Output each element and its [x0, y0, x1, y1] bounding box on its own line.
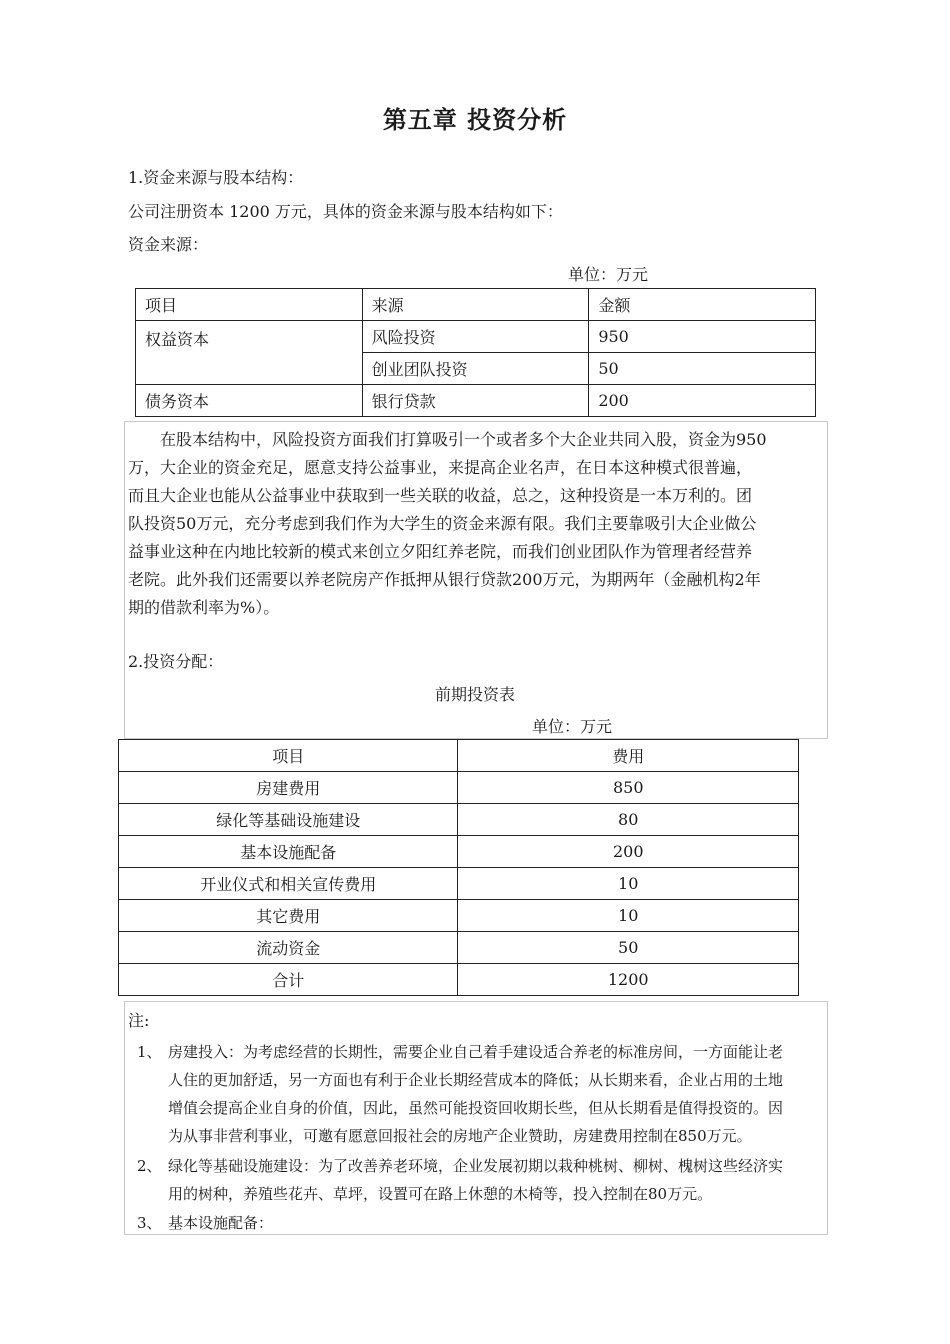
- table-cell-cost: 850: [458, 772, 799, 804]
- header-amount: 金额: [589, 289, 816, 321]
- paragraph-line: 期的借款利率为%）。: [128, 598, 280, 617]
- header-item: 项目: [136, 289, 363, 321]
- note-text: [168, 1152, 821, 1208]
- table-row: [136, 321, 816, 353]
- table-cell-item: 开业仪式和相关宣传费用: [119, 868, 458, 900]
- unit-label-2: 单位：万元: [532, 717, 613, 736]
- investment-table: [118, 739, 799, 996]
- section2-heading: 2.投资分配：: [128, 652, 224, 671]
- table-cell-cost: 10: [458, 900, 799, 932]
- table-row: [119, 964, 799, 996]
- table-cell-cost: 1200: [458, 964, 799, 996]
- table-cell-item: 债务资本: [136, 385, 363, 417]
- note-text: [168, 1038, 821, 1150]
- notes-label: 注:: [128, 1011, 150, 1030]
- note-line: 房建投入：为考虑经营的长期性，需要企业自己着手建设适合养老的标准房间，一方面能让老: [168, 1043, 784, 1061]
- table-row: [119, 772, 799, 804]
- table-cell-source: 银行贷款: [362, 385, 589, 417]
- table-cell-item: 流动资金: [119, 932, 458, 964]
- note-line: 绿化等基础设施建设：为了改善养老环境，企业发展初期以栽种桃树、柳树、槐树这些经济实: [168, 1157, 784, 1175]
- table-cell-item: 房建费用: [119, 772, 458, 804]
- table-cell-amount: 950: [589, 321, 816, 353]
- note-number: 1、: [137, 1043, 162, 1061]
- table-header-row: [136, 289, 816, 321]
- table-cell-source: 风险投资: [362, 321, 589, 353]
- table-cell-cost: 10: [458, 868, 799, 900]
- note-line: 人住的更加舒适，另一方面也有利于企业长期经营成本的降低；从长期来看，企业占用的土地: [168, 1071, 784, 1089]
- header-item: 项目: [119, 740, 458, 772]
- paragraph-line: 益事业这种在内地比较新的模式来创立夕阳红养老院，而我们创业团队作为管理者经营养: [128, 542, 753, 561]
- paragraph-line: 老院。此外我们还需要以养老院房产作抵押从银行贷款200万元，为期两年（金融机构2年: [128, 570, 761, 589]
- table-cell-cost: 50: [458, 932, 799, 964]
- funding-source-heading: 资金来源：: [128, 235, 209, 254]
- table-cell-item: 绿化等基础设施建设: [119, 804, 458, 836]
- note-number: 2、: [137, 1157, 162, 1175]
- header-source: 来源: [362, 289, 589, 321]
- note-line: 增值会提高企业自身的价值，因此，虽然可能投资回收期长些，但从长期看是值得投资的。因: [168, 1099, 784, 1117]
- header-cost: 费用: [458, 740, 799, 772]
- table-cell-item: 合计: [119, 964, 458, 996]
- paragraph-line: 队投资50万元，充分考虑到我们作为大学生的资金来源有限。我们主要靠吸引大企业做公: [128, 514, 757, 533]
- table-row: [136, 385, 816, 417]
- table-row: [119, 804, 799, 836]
- capital-structure-paragraph: [128, 426, 818, 622]
- table-cell-item: 权益资本: [136, 321, 363, 385]
- table-cell-cost: 80: [458, 804, 799, 836]
- note-text: [168, 1209, 821, 1237]
- table-row: [119, 932, 799, 964]
- table-row: [119, 836, 799, 868]
- table-header-row: [119, 740, 799, 772]
- table-cell-source: 创业团队投资: [362, 353, 589, 385]
- note-line: 用的树种，养殖些花卉、草坪，设置可在路上休憩的木椅等，投入控制在80万元。: [168, 1185, 713, 1203]
- note-number: 3、: [137, 1214, 162, 1232]
- note-line: 基本设施配备：: [168, 1214, 274, 1232]
- unit-label-1: 单位：万元: [568, 265, 649, 284]
- table-cell-cost: 200: [458, 836, 799, 868]
- table-row: [119, 868, 799, 900]
- table-cell-amount: 50: [589, 353, 816, 385]
- section1-heading: 1.资金来源与股本结构：: [128, 168, 304, 187]
- table-row: [119, 900, 799, 932]
- note-line: 为从事非营利事业，可邀有愿意回报社会的房地产企业赞助，房建费用控制在850万元。: [168, 1127, 752, 1145]
- table-cell-amount: 200: [589, 385, 816, 417]
- page-title: 第五章 投资分析: [382, 106, 568, 134]
- table-cell-item: 其它费用: [119, 900, 458, 932]
- paragraph-line: 万，大企业的资金充足，愿意支持公益事业，来提高企业名声，在日本这种模式很普遍，: [128, 458, 753, 477]
- table-cell-item: 基本设施配备: [119, 836, 458, 868]
- paragraph-line: 而且大企业也能从公益事业中获取到一些关联的收益，总之，这种投资是一本万利的。团: [128, 486, 753, 505]
- section1-intro: 公司注册资本 1200 万元，具体的资金来源与股本结构如下：: [128, 202, 563, 221]
- investment-table-title: 前期投资表: [434, 685, 515, 704]
- funding-source-table: [135, 288, 816, 417]
- paragraph-line: 在股本结构中，风险投资方面我们打算吸引一个或者多个大企业共同入股，资金为950: [160, 430, 767, 449]
